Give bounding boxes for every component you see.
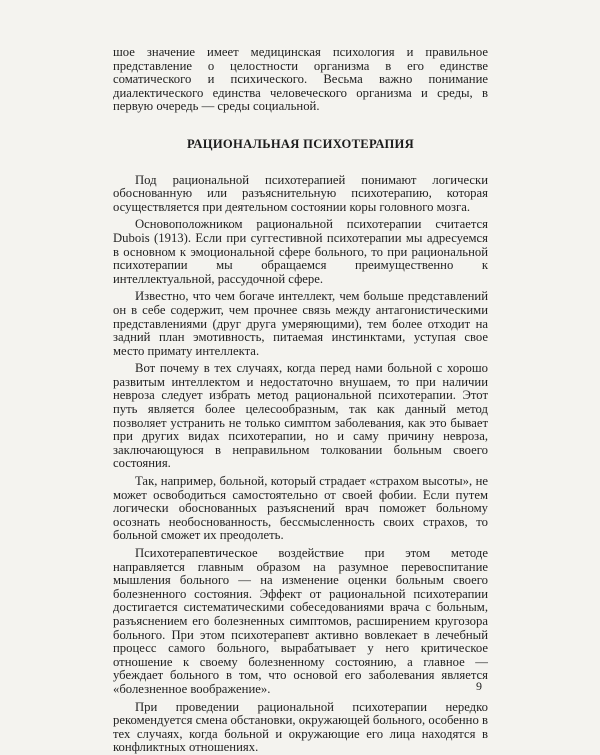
- section-title: РАЦИОНАЛЬНАЯ ПСИХОТЕРАПИЯ: [186, 136, 415, 151]
- paragraph-method-choice: Вот почему в тех случаях, когда перед нами больной с хорошо развитым интеллектом и недостаточно внушаем, то при наличии невроза следует избрать метод рациональной психотерапии. Этот путь является более целесообразным, так как данный метод позволяет устранить не только симптом заболевания, как это бывает при других видах психотерапии, но и саму причину невроза, заключающуюся в неправильном толковании больным своего состояния.: [113, 361, 488, 471]
- paragraph-founder: Основоположником рациональной психотерапии считается Dubois (1913). Если при суггестивной психотерапии мы адресуемся в основном к эмоциональной сфере больного, то при рациональной психотерапии мы обращаемся преимущественно к интеллектуальной, рассудочной сфере.: [113, 217, 488, 286]
- paragraph-intellect: Известно, что чем богаче интеллект, чем больше представлений он в себе содержит, чем прочнее связь между антагонистическими представлениями (друг друга умеряющими), тем более отходит на задний план эмотивность, питаемая инстинктами, уступая свое место примату интеллекта.: [113, 289, 488, 358]
- paragraph-influence: Психотерапевтическое воздействие при этом методе направляется главным образом на разумное перевоспитание мышления больного — на изменение оценки больным своего болезненного состояния. Эффект от рациональной психотерапии достигается систематическими собеседованиями врача с больным, разъяснением его болезненных симптомов, расширением кругозора больного. При этом психотерапевт активно вовлекает в лечебный процесс самого больного, вырабатывает у него критическое отношение к своему болезненному состоянию, а главное — убеждает больного в том, что основой его заболевания является «болезненное воображение».: [113, 546, 488, 696]
- paragraph-environment: При проведении рациональной психотерапии нередко рекомендуется смена обстановки, окружающей больного, особенно в тех случаях, когда больной и окружающие его лица находятся в конфликтных отношениях.: [113, 699, 488, 755]
- page-number: 9: [476, 679, 482, 693]
- intro-paragraph: шое значение имеет медицинская психология и правильное представление о целостности организма в его единстве соматического и психического. Весьма важно понимание диалектического единства человеческого организма и среды, в первую очередь — среды социальной.: [113, 45, 488, 114]
- paragraph-example: Так, например, больной, который страдает «страхом высоты», не может освободиться самостоятельно от своей фобии. Если путем логически обоснованных разъяснений врач поможет больному осознать необоснованность, бессмысленность своих страхов, то больной сможет их преодолеть.: [113, 474, 488, 543]
- page-text: [113, 46, 488, 755]
- paragraph-definition: Под рациональной психотерапией понимают логически обоснованную или разъяснительную психотерапию, которая осуществляется при деятельном состоянии коры головного мозга.: [113, 172, 488, 214]
